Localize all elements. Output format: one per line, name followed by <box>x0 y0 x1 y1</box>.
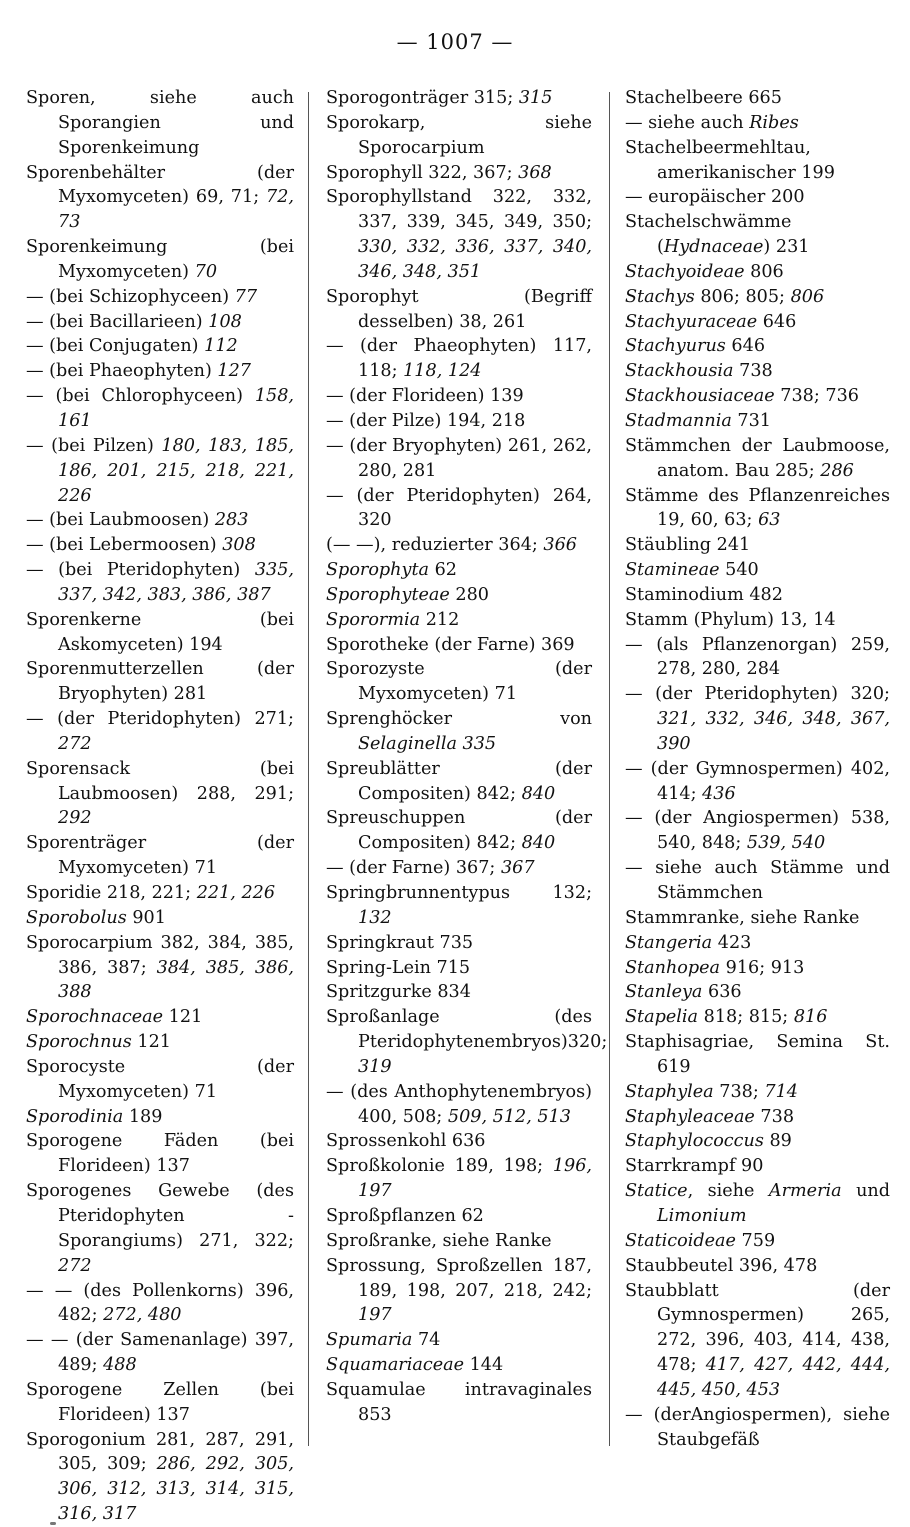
index-entry <box>26 831 294 881</box>
index-entry-italic-text: Hydnaceae <box>663 237 764 258</box>
index-entry-italic-text: Stackhousia <box>625 361 734 382</box>
index-entry <box>625 484 890 534</box>
index-entry <box>326 1080 592 1130</box>
index-entry-italic-text: Selaginella 335 <box>358 733 497 754</box>
index-entry-text: und <box>841 1181 890 1202</box>
index-entry-italic-text: Spumaria <box>326 1330 413 1351</box>
index-entry <box>26 86 294 161</box>
index-entry <box>26 161 294 236</box>
index-entry <box>625 608 890 633</box>
index-entry-text: 738; <box>713 1081 765 1102</box>
index-entry-italic-text: Staphylococcus <box>625 1131 764 1152</box>
index-entry <box>625 1179 890 1229</box>
index-entry <box>326 1204 592 1229</box>
index-entry-text: Sporogene Zellen (bei Florideen) 137 <box>26 1379 294 1425</box>
index-entry-text: — (der Pilze) 194, 218 <box>326 410 526 431</box>
index-entry <box>625 980 890 1005</box>
index-entry <box>625 806 890 856</box>
index-entry-text: Sporenträger (der Myxomyceten) 71 <box>26 833 294 879</box>
index-entry-text: Stachelschwämme ( <box>625 212 792 258</box>
index-entry-text: Sporozyste (der Myxomyceten) 71 <box>326 659 592 705</box>
index-entry-text: — (der Bryophyten) 261, 262, 280, 281 <box>326 435 592 481</box>
index-entry-text: Stachelbeere 665 <box>625 88 782 108</box>
index-entry-text: 806 <box>744 261 784 282</box>
index-entry-text: — (bei Bacillarieen) <box>26 311 209 332</box>
index-entry-text: 189 <box>123 1106 163 1127</box>
index-entry-italic-text: Stachys <box>625 286 695 307</box>
index-column-2 <box>326 86 608 1428</box>
index-entry-text: 738 <box>733 361 773 382</box>
index-entry <box>625 757 890 807</box>
index-entry-text: — (bei Conjugaten) <box>26 336 205 357</box>
index-entry-text: Sporenbehälter (der Myxomyceten) 69, 71; <box>26 162 294 208</box>
index-entry-italic-text: 286, 292, 305, 306, 312, 313, 314, 315, 316, 317 <box>58 1454 294 1525</box>
index-entry-text: 280 <box>449 584 490 605</box>
index-entry <box>326 980 592 1005</box>
index-entry <box>26 1030 294 1055</box>
index-entry-text: — (bei Pilzen) <box>26 435 162 456</box>
index-entry <box>26 1055 294 1105</box>
index-entry <box>326 1353 592 1378</box>
index-entry <box>326 484 592 534</box>
index-entry <box>326 1378 592 1428</box>
index-entry-text: Sporogenes Gewebe (des Pteridophyten - Sporangiums) 271, 322; <box>26 1181 294 1251</box>
index-entry <box>26 359 294 384</box>
index-entry-italic-text: Stapelia <box>625 1007 699 1028</box>
index-entry-text: Sporen, siehe auch Sporangien und Sporenkeimung <box>26 88 294 158</box>
index-entry-italic-text: 197 <box>358 1305 392 1326</box>
index-entry-italic-text: Stangeria <box>625 932 713 953</box>
index-entry-text: 738 <box>754 1106 795 1127</box>
index-entry <box>625 1229 890 1254</box>
index-entry <box>625 1105 890 1130</box>
index-entry-text: — — (der Samenanlage) 397, 489; <box>26 1330 294 1376</box>
index-entry-text: Stämme des Pflanzenreiches 19, 60, 63; <box>625 485 890 531</box>
index-entry <box>625 285 890 310</box>
index-entry-italic-text: 384, 385, 386, 388 <box>58 957 294 1003</box>
index-entry-text: Sporensack (bei Laubmoosen) 288, 291; <box>26 758 294 804</box>
index-entry-text: 74 <box>412 1330 441 1351</box>
index-entry-italic-text: 368 <box>518 162 552 183</box>
index-entry-italic-text: 196, 197 <box>358 1156 592 1202</box>
index-entry-text: ) 231 <box>763 237 810 258</box>
index-entry <box>326 185 592 284</box>
index-entry <box>625 1254 890 1279</box>
index-entry-italic-text: Sporophyta <box>326 560 430 581</box>
index-entry <box>326 1129 592 1154</box>
index-entry-italic-text: 315 <box>518 88 553 108</box>
index-entry <box>625 111 890 136</box>
index-entry-italic-text: Stachyoideae <box>625 261 745 282</box>
index-entry-text: — (der Farne) 367; <box>326 858 501 879</box>
index-entry-italic-text: 221, 226 <box>196 883 276 903</box>
index-entry-text: Staubbeutel 396, 478 <box>625 1255 818 1276</box>
index-entry <box>625 633 890 683</box>
index-entry-text: Spring-Lein 715 <box>326 957 471 978</box>
index-entry <box>326 806 592 856</box>
index-entry-italic-text: 272, 480 <box>103 1305 182 1326</box>
index-entry-italic-text: 367 <box>500 858 535 879</box>
index-entry-italic-text: Sporochnus <box>26 1032 132 1053</box>
index-entry-italic-text: 539, 540 <box>746 833 826 854</box>
index-entry <box>625 86 890 111</box>
index-entry-text: Sproßanlage (des Pteridophytenembryos)320; <box>326 1007 608 1053</box>
index-entry-text: Sporophyllstand 322, 332, 337, 339, 345, 349, 350; <box>326 187 592 233</box>
index-entry <box>326 1254 592 1329</box>
index-entry <box>625 1279 890 1403</box>
index-entry <box>625 1080 890 1105</box>
index-entry-text: Sprenghöcker von <box>326 709 592 730</box>
index-entry-text: — (der Pteridophyten) 320; <box>625 684 890 705</box>
index-entry-italic-text: Sporobolus <box>26 907 127 928</box>
index-entry-italic-text: 132 <box>358 907 392 928</box>
index-entry <box>26 608 294 658</box>
index-entry-text: Starrkrampf 90 <box>625 1156 764 1177</box>
index-entry <box>625 136 890 186</box>
index-entry-text: Sproßkolonie 189, 198; <box>326 1156 553 1177</box>
index-entry <box>326 161 592 186</box>
index-entry-italic-text: 330, 332, 336, 337, 340, 346, 348, 351 <box>358 237 592 282</box>
index-entry-text: — (der Florideen) 139 <box>326 386 524 407</box>
index-entry-text: Stämmchen der Laubmoose, anatom. Bau 285; <box>625 435 890 481</box>
index-entry-italic-text: Staphyleaceae <box>625 1106 755 1127</box>
index-entry-italic-text: Stachyurus <box>625 336 726 357</box>
index-entry <box>26 235 294 285</box>
index-entry-italic-text: 283 <box>214 510 249 531</box>
index-entry <box>625 856 890 906</box>
index-entry-italic-text: 272 <box>58 1255 92 1276</box>
index-entry-italic-text: Stackhousiaceae <box>625 386 775 407</box>
index-entry <box>26 707 294 757</box>
index-entry <box>625 956 890 981</box>
index-entry <box>26 1378 294 1428</box>
index-entry-text: Stamm (Phylum) 13, 14 <box>625 609 836 630</box>
index-entry-italic-text: Armeria <box>768 1181 842 1202</box>
index-entry-italic-text: 70 <box>194 261 218 282</box>
index-entry <box>26 657 294 707</box>
index-entry-italic-text: 108 <box>208 311 242 332</box>
index-entry-italic-text: Stachyuraceae <box>625 311 758 332</box>
index-entry-text: — (als Pflanzenorgan) 259, 278, 280, 284 <box>625 634 890 680</box>
index-entry-text: Sporokarp, siehe Sporocarpium <box>326 112 592 158</box>
index-entry-italic-text: Sporophyteae <box>326 584 450 605</box>
index-entry-text: 636 <box>702 982 742 1003</box>
index-entry-italic-text: Sporodinia <box>26 1106 124 1127</box>
index-entry <box>26 558 294 608</box>
index-entry-text: 212 <box>420 609 460 630</box>
index-entry <box>625 558 890 583</box>
index-column-3 <box>625 86 890 1452</box>
index-entry-text: — (der Angiospermen) 538, 540, 848; <box>625 808 890 854</box>
index-entry-text: Sporidie 218, 221; <box>26 883 197 903</box>
index-entry <box>625 931 890 956</box>
index-entry-text: — (bei Schizophyceen) <box>26 286 235 307</box>
index-entry-italic-text: 158, 161 <box>58 386 294 431</box>
index-entry-text: , siehe <box>687 1181 769 1202</box>
index-entry-text: — siehe auch <box>625 112 750 133</box>
index-entry-italic-text: Ribes <box>749 112 799 133</box>
index-entry-text: Spritzgurke 834 <box>326 982 471 1003</box>
index-entry-italic-text: 840 <box>521 833 556 854</box>
index-entry <box>625 1005 890 1030</box>
index-entry <box>625 533 890 558</box>
index-entry-italic-text: 816 <box>793 1007 828 1028</box>
index-entry-text: 738; 736 <box>774 386 859 407</box>
index-column-1 <box>26 86 294 1527</box>
index-entry <box>326 707 592 757</box>
index-entry-text: — (bei Laubmoosen) <box>26 510 215 531</box>
index-entry-italic-text: 127 <box>217 361 252 382</box>
index-entry-italic-text: 286 <box>820 460 854 481</box>
index-entry <box>326 657 592 707</box>
index-entry <box>26 1179 294 1278</box>
index-entry <box>26 310 294 335</box>
index-entry-italic-text: 63 <box>758 510 781 531</box>
index-entry-italic-text: 321, 332, 346, 348, 367, 390 <box>657 709 890 754</box>
index-entry <box>326 434 592 484</box>
index-entry <box>26 434 294 509</box>
index-entry <box>26 1105 294 1130</box>
index-entry-text: 62 <box>429 560 457 581</box>
index-entry-text: 806; 805; <box>694 286 791 307</box>
index-entry-text: Spreuschuppen (der Compositen) 842; <box>326 808 592 854</box>
index-entry <box>326 583 592 608</box>
index-entry-italic-text: 417, 427, 442, 444, 445, 450, 453 <box>657 1355 890 1400</box>
index-entry <box>26 384 294 434</box>
index-entry <box>625 434 890 484</box>
index-entry-text: 759 <box>735 1230 776 1251</box>
index-entry-text: Sporophyt (Begriff desselben) 38, 261 <box>326 286 592 332</box>
index-entry-text: 121 <box>163 1007 203 1028</box>
index-entry <box>625 1129 890 1154</box>
index-entry <box>26 881 294 906</box>
index-entry-italic-text: Stamineae <box>625 560 720 581</box>
index-entry-italic-text: 335, 337, 342, 383, 386, 387 <box>58 560 294 605</box>
index-entry-italic-text: Statice <box>625 1181 688 1202</box>
index-entry <box>326 931 592 956</box>
index-entry <box>625 1154 890 1179</box>
index-entry-text: Spreublätter (der Compositen) 842; <box>326 758 592 804</box>
index-entry <box>326 111 592 161</box>
index-entry-text: Sporogonträger 315; <box>326 88 519 108</box>
index-entry-italic-text: 308 <box>222 535 256 556</box>
index-entry <box>625 906 890 931</box>
index-entry <box>625 1403 890 1453</box>
index-entry-text: Sporogonium 281, 287, 291, 305, 309; <box>26 1429 294 1475</box>
index-entry-text: Sporotheke (der Farne) 369 <box>326 634 575 655</box>
index-entry-italic-text: Sporormia <box>326 609 421 630</box>
index-entry-italic-text: 72, 73 <box>58 187 294 233</box>
index-entry <box>26 1428 294 1527</box>
index-entry <box>326 1229 592 1254</box>
index-entry-text: 423 <box>712 932 752 953</box>
index-entry <box>26 1129 294 1179</box>
index-entry-italic-text: Stadmannia <box>625 410 732 431</box>
index-entry-italic-text: Limonium <box>657 1205 747 1226</box>
index-entry <box>26 931 294 1006</box>
index-entry-text: 646 <box>757 311 797 332</box>
index-entry-text: Springbrunnentypus 132; <box>326 883 592 903</box>
index-entry-text: — (der Phaeophyten) 117, 118; <box>326 336 592 382</box>
index-entry-text: Sproßranke, siehe Ranke <box>326 1230 552 1251</box>
index-entry-text: Stäubling 241 <box>625 535 751 556</box>
index-entry-text: Sporogene Fäden (bei Florideen) 137 <box>26 1131 294 1177</box>
index-entry-italic-text: 488 <box>103 1355 137 1376</box>
index-entry-text: Sporophyll 322, 367; <box>326 162 519 183</box>
index-entry-italic-text: 366 <box>543 535 578 556</box>
index-entry-text: — (bei Chlorophyceen) <box>26 386 255 407</box>
index-entry-text: Sproßpflanzen 62 <box>326 1205 484 1226</box>
index-entry-text: 818; 815; <box>698 1007 794 1028</box>
index-entry-italic-text: Stanhopea <box>625 957 721 978</box>
index-entry-italic-text: 272 <box>58 733 92 754</box>
index-entry-text: Stammranke, siehe Ranke <box>625 907 860 928</box>
index-entry-italic-text: Sporochnaceae <box>26 1007 164 1028</box>
index-entry <box>625 409 890 434</box>
index-entry <box>326 856 592 881</box>
index-entry-text: Sporenkerne (bei Askomyceten) 194 <box>26 609 294 655</box>
index-entry-italic-text: 77 <box>234 286 258 307</box>
index-entry <box>26 334 294 359</box>
index-entry-text: Squamulae intravaginales 853 <box>326 1379 592 1425</box>
index-entry-text: 916; 913 <box>720 957 805 978</box>
index-entry <box>625 384 890 409</box>
index-entry-text: — (der Pteridophyten) 271; <box>26 709 294 730</box>
index-entry <box>26 285 294 310</box>
index-entry-text: — (bei Lebermoosen) <box>26 535 223 556</box>
index-entry-text: Sporenmutterzellen (der Bryophyten) 281 <box>26 659 294 705</box>
column-divider-left <box>308 92 309 1446</box>
index-entry-text: 121 <box>131 1032 171 1053</box>
index-entry <box>326 608 592 633</box>
index-entry-italic-text: 319 <box>358 1056 392 1077</box>
index-entry <box>625 583 890 608</box>
index-entry-text: Stachelbeermehltau, amerikanischer 199 <box>625 137 835 183</box>
index-entry-text: — (der Gymnospermen) 402, 414; <box>625 758 890 804</box>
index-entry-text: — (der Pteridophyten) 264, 320 <box>326 485 592 531</box>
index-entry-italic-text: 840 <box>521 783 556 804</box>
index-entry <box>625 185 890 210</box>
print-speck <box>50 1522 56 1525</box>
index-entry <box>326 1154 592 1204</box>
index-entry-italic-text: Squamariaceae <box>326 1355 465 1376</box>
column-divider-right <box>609 92 610 1446</box>
index-entry <box>625 260 890 285</box>
index-entry <box>26 1279 294 1329</box>
index-entry-text: — europäischer 200 <box>625 187 805 208</box>
index-entry <box>26 1005 294 1030</box>
index-entry-italic-text: 436 <box>702 783 736 804</box>
index-entry-text: Sporocarpium 382, 384, 385, 386, 387; <box>26 932 294 978</box>
index-entry <box>625 334 890 359</box>
index-entry <box>326 558 592 583</box>
index-entry-text: — (bei Pteridophyten) <box>26 560 255 581</box>
index-entry <box>326 384 592 409</box>
index-entry <box>326 1005 608 1080</box>
index-entry-text: — (derAngiospermen), siehe Staubgefäß <box>625 1404 890 1450</box>
index-entry <box>326 1328 592 1353</box>
index-entry <box>26 757 294 832</box>
index-entry-text: — siehe auch Stämme und Stämmchen <box>625 858 890 903</box>
index-entry <box>26 1328 294 1378</box>
index-entry-italic-text: 112 <box>204 336 238 357</box>
index-entry-text: (— —), reduzierter 364; <box>326 535 544 556</box>
index-entry <box>625 359 890 384</box>
index-entry <box>326 956 592 981</box>
index-entry-text: Springkraut 735 <box>326 932 474 953</box>
index-entry-text: 144 <box>464 1355 504 1376</box>
index-entry-text: 901 <box>126 907 166 928</box>
index-entry <box>625 1030 890 1080</box>
index-entry <box>326 533 592 558</box>
index-entry <box>26 508 294 533</box>
index-entry-text: Staubblatt (der Gymnospermen) 265, 272, 396, 403, 414, 438, 478; <box>625 1280 890 1376</box>
index-entry-italic-text: 806 <box>790 286 825 307</box>
index-entry-italic-text: 292 <box>58 808 92 829</box>
index-entry <box>326 757 592 807</box>
index-entry <box>326 334 592 384</box>
index-entry-text: Sprossenkohl 636 <box>326 1131 486 1152</box>
index-entry-italic-text: 509, 512, 513 <box>447 1106 571 1127</box>
index-entry-text: Sprossung, Sproßzellen 187, 189, 198, 207, 218, 242; <box>326 1255 592 1301</box>
index-entry-italic-text: 118, 124 <box>403 361 482 382</box>
index-entry-italic-text: 180, 183, 185, 186, 201, 215, 218, 221, 226 <box>58 435 294 506</box>
index-entry-italic-text: Staphylea <box>625 1081 714 1102</box>
index-entry <box>326 285 592 335</box>
index-entry-text: Sporenkeimung (bei Myxomyceten) <box>26 237 294 282</box>
index-entry <box>326 86 592 111</box>
page-number: — 1007 — <box>396 30 514 54</box>
index-entry <box>26 533 294 558</box>
index-entry-italic-text: 714 <box>764 1081 798 1102</box>
index-entry-text: 731 <box>731 410 772 431</box>
index-entry <box>326 881 592 931</box>
index-entry <box>625 682 890 757</box>
index-entry-text: — — (des Pollenkorns) 396, 482; <box>26 1280 294 1326</box>
index-entry <box>326 633 592 658</box>
index-entry-text: 646 <box>725 336 766 357</box>
index-entry <box>26 906 294 931</box>
index-entry-text: — (des Anthophytenembryos) 400, 508; <box>326 1081 592 1127</box>
index-entry <box>625 210 890 260</box>
index-entry-italic-text: Staticoideae <box>625 1230 736 1251</box>
index-entry-text: Staminodium 482 <box>625 584 783 605</box>
index-entry-text: 89 <box>763 1131 792 1152</box>
index-entry-text: 540 <box>719 560 759 581</box>
index-entry-text: — (bei Phaeophyten) <box>26 361 218 382</box>
index-entry-italic-text: Stanleya <box>625 982 703 1003</box>
index-entry-text: Staphisagriae, Semina St. 619 <box>625 1032 890 1077</box>
index-entry <box>625 310 890 335</box>
index-entry-text: Sporocyste (der Myxomyceten) 71 <box>26 1056 294 1102</box>
index-entry <box>326 409 592 434</box>
